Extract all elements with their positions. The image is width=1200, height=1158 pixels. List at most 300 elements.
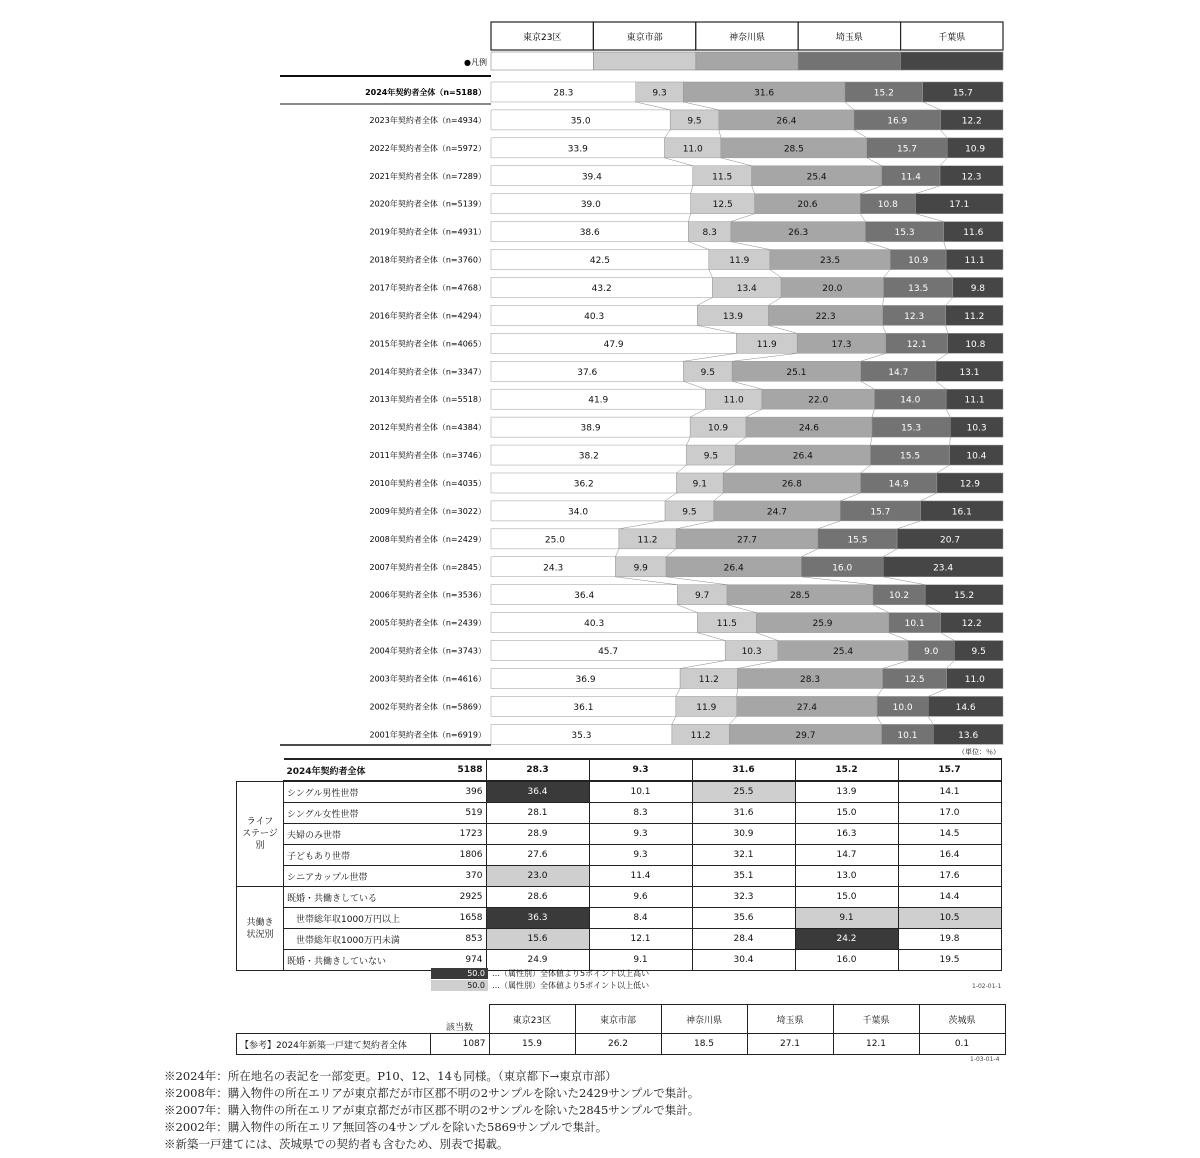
connector-line	[897, 521, 920, 529]
data-label: 37.6	[577, 367, 598, 378]
value-cell: 32.1	[692, 845, 795, 866]
row-count: 1087	[431, 1034, 490, 1055]
blank-cell	[237, 759, 284, 781]
data-label: 10.9	[708, 423, 729, 434]
value-cell: 9.3	[589, 759, 692, 781]
connector-line	[714, 493, 723, 501]
value-cell: 35.1	[692, 866, 795, 887]
connector-line	[925, 605, 940, 613]
value-cell: 15.9	[489, 1034, 575, 1055]
connector-line	[923, 102, 941, 110]
row-count: 370	[430, 866, 487, 887]
data-label: 11.5	[716, 619, 737, 630]
connector-line	[697, 633, 725, 641]
data-label: 12.3	[904, 311, 925, 322]
legend-swatch	[798, 52, 900, 70]
value-cell: 12.1	[589, 929, 692, 950]
row-label: 2007年契約者全体（n=2845）	[369, 562, 486, 572]
data-label: 38.9	[580, 423, 601, 434]
data-label: 9.5	[687, 116, 702, 127]
connector-line	[872, 409, 875, 417]
data-label: 16.1	[951, 507, 972, 518]
connector-line	[666, 549, 676, 557]
connector-line	[683, 102, 719, 110]
data-label: 12.5	[712, 200, 733, 211]
data-label: 8.3	[702, 228, 717, 239]
row-label: 夫婦のみ世帯	[284, 824, 430, 845]
data-label: 10.0	[892, 702, 913, 713]
connector-line	[936, 381, 946, 389]
data-label: 15.7	[952, 88, 973, 99]
data-label: 13.9	[722, 311, 743, 322]
column-header: 茨城県	[919, 1005, 1005, 1034]
value-cell: 35.6	[692, 908, 795, 929]
data-label: 12.2	[961, 619, 982, 630]
data-label: 12.9	[959, 479, 980, 490]
footnotes	[164, 1068, 699, 1153]
connector-line	[883, 549, 897, 557]
value-cell: 19.8	[898, 929, 1001, 950]
footnote: ※2002年：購入物件の所在エリア無回答の4サンプルを除いた5869サンプルで集計。	[164, 1120, 608, 1134]
data-label: 43.2	[591, 283, 612, 294]
connector-line	[769, 297, 782, 305]
connector-line	[860, 186, 882, 194]
row-label: 2001年契約者全体（n=6919）	[369, 730, 486, 740]
row-label: 2006年契約者全体（n=3536）	[369, 590, 486, 600]
connector-line	[946, 325, 948, 333]
column-header: 千葉県	[833, 1005, 919, 1034]
data-label: 11.9	[729, 256, 750, 267]
data-label: 28.5	[783, 144, 804, 155]
data-label: 11.2	[698, 674, 719, 685]
row-label: 2005年契約者全体（n=2439）	[369, 618, 486, 628]
data-label: 25.4	[833, 647, 854, 658]
data-label: 29.7	[795, 730, 816, 741]
value-cell: 9.3	[589, 845, 692, 866]
value-cell: 28.9	[486, 824, 589, 845]
data-label: 40.3	[584, 311, 605, 322]
value-cell: 15.2	[795, 759, 898, 781]
connector-line	[770, 270, 781, 278]
row-label: 2020年契約者全体（n=5139）	[369, 199, 486, 209]
data-label: 26.4	[792, 451, 813, 462]
data-label: 35.0	[570, 116, 591, 127]
legend-label: ●凡例	[464, 58, 487, 67]
data-label: 11.1	[964, 395, 985, 406]
row-label: 2004年契約者全体（n=3743）	[369, 646, 486, 656]
data-label: 34.0	[568, 507, 589, 518]
data-label: 27.4	[796, 702, 817, 713]
legend-header-label: 埼玉県	[835, 33, 863, 43]
connector-line	[756, 633, 778, 641]
connector-line	[867, 158, 882, 166]
data-label: 25.9	[812, 619, 833, 630]
value-cell: 19.5	[898, 950, 1001, 971]
data-label: 14.7	[888, 367, 909, 378]
connector-line	[687, 437, 691, 445]
data-label: 13.1	[959, 367, 980, 378]
value-cell: 27.6	[486, 845, 589, 866]
data-label: 26.4	[776, 116, 797, 127]
data-label: 36.9	[575, 674, 596, 685]
row-count: 974	[430, 950, 487, 971]
data-label: 10.3	[966, 423, 987, 434]
row-label: 2015年契約者全体（n=4065）	[369, 339, 486, 349]
connector-line	[877, 716, 881, 724]
connector-line	[727, 605, 756, 613]
connector-line	[946, 270, 953, 278]
row-label: 2010年契約者全体（n=4035）	[369, 478, 486, 488]
data-label: 38.6	[579, 228, 600, 239]
value-cell: 10.1	[589, 781, 692, 803]
data-label: 11.4	[900, 172, 921, 183]
data-label: 11.9	[696, 702, 717, 713]
legend-swatch	[593, 52, 695, 70]
value-cell: 25.5	[692, 781, 795, 803]
legend-swatch	[901, 52, 1003, 70]
connector-line	[861, 465, 871, 473]
connector-line	[721, 158, 752, 166]
data-label: 15.5	[847, 535, 868, 546]
value-cell: 17.6	[898, 866, 1001, 887]
value-cell: 9.1	[589, 950, 692, 971]
connector-line	[666, 577, 727, 585]
value-cell: 14.7	[795, 845, 898, 866]
column-header: 埼玉県	[747, 1005, 833, 1034]
data-label: 15.2	[954, 591, 975, 602]
value-cell: 13.9	[795, 781, 898, 803]
connector-line	[873, 605, 889, 613]
data-label: 9.8	[970, 283, 986, 294]
row-label: 2019年契約者全体（n=4931）	[369, 227, 486, 237]
row-count: 519	[430, 803, 487, 824]
data-label: 11.2	[964, 311, 985, 322]
legend-header-label: 千葉県	[938, 33, 966, 43]
value-cell: 14.5	[898, 824, 1001, 845]
connector-line	[723, 465, 735, 473]
row-label: 子どもあり世帯	[284, 845, 430, 866]
table-row	[237, 803, 1002, 824]
row-label: 2017年契約者全体（n=4768）	[369, 283, 486, 293]
data-label: 26.8	[781, 479, 802, 490]
data-label: 11.6	[963, 228, 984, 239]
value-cell: 16.0	[795, 950, 898, 971]
data-label: 14.0	[900, 395, 921, 406]
data-label: 36.2	[573, 479, 594, 490]
value-cell: 18.5	[661, 1034, 747, 1055]
value-cell: 9.3	[589, 824, 692, 845]
table-row	[237, 759, 1002, 781]
value-cell: 36.3	[486, 908, 589, 929]
data-label: 22.3	[815, 311, 836, 322]
value-cell: 31.6	[692, 803, 795, 824]
row-label: 世帯総年収1000万円以上	[284, 908, 430, 929]
value-cell: 32.3	[692, 887, 795, 908]
table-row	[237, 908, 1002, 929]
connector-line	[946, 297, 953, 305]
legend-header-label: 東京23区	[522, 33, 562, 43]
connector-line	[731, 242, 770, 250]
row-count: 2925	[430, 887, 487, 908]
data-label: 9.3	[652, 88, 667, 99]
legend-swatch	[696, 52, 798, 70]
legend-header-label: 神奈川県	[728, 33, 766, 43]
connector-line	[691, 186, 693, 194]
connector-line	[883, 577, 925, 585]
value-cell: 14.4	[898, 887, 1001, 908]
data-label: 9.0	[924, 647, 939, 658]
legend-swatch	[491, 52, 593, 70]
connector-line	[746, 409, 762, 417]
data-label: 36.1	[573, 702, 594, 713]
value-cell: 0.1	[919, 1034, 1005, 1055]
data-label: 9.5	[971, 647, 986, 658]
connector-line	[950, 437, 951, 445]
data-label: 10.3	[741, 647, 762, 658]
connector-line	[665, 158, 693, 166]
data-label: 12.3	[961, 172, 982, 183]
group-label: 共働き 状況別	[237, 887, 284, 971]
value-cell: 15.7	[898, 759, 1001, 781]
row-label: 2016年契約者全体（n=4294）	[369, 311, 486, 321]
data-label: 9.5	[700, 367, 715, 378]
legend-high-swatch: 50.0	[431, 968, 488, 979]
connector-line	[684, 381, 706, 389]
data-label: 47.9	[603, 339, 624, 350]
connector-line	[870, 437, 872, 445]
connector-line	[735, 437, 746, 445]
connector-line	[937, 465, 950, 473]
row-label: 2021年契約者全体（n=7289）	[369, 171, 486, 181]
data-label: 22.0	[808, 395, 829, 406]
data-label: 11.0	[723, 395, 744, 406]
data-label: 42.5	[589, 256, 610, 267]
data-label: 17.3	[831, 339, 852, 350]
value-cell: 36.4	[486, 781, 589, 803]
data-label: 45.7	[598, 647, 619, 658]
data-label: 12.5	[904, 674, 925, 685]
data-label: 9.5	[703, 451, 719, 462]
column-header: 東京23区	[489, 1005, 575, 1034]
data-label: 13.4	[736, 283, 757, 294]
value-cell: 8.4	[589, 908, 692, 929]
connector-line	[738, 661, 778, 669]
value-cell: 28.6	[486, 887, 589, 908]
value-cell: 30.4	[692, 950, 795, 971]
value-cell: 10.5	[898, 908, 1001, 929]
data-label: 28.3	[800, 674, 821, 685]
table-row	[237, 845, 1002, 866]
data-label: 14.6	[955, 702, 976, 713]
data-label: 9.9	[633, 563, 648, 574]
row-count: 1658	[430, 908, 487, 929]
connector-line	[615, 577, 677, 585]
row-label: 既婚・共働きしている	[284, 887, 430, 908]
data-label: 10.9	[965, 144, 986, 155]
connector-line	[619, 521, 665, 529]
connector-line	[801, 577, 873, 585]
connector-line	[801, 549, 818, 557]
table-header-row	[237, 1005, 1006, 1034]
connector-line	[697, 297, 712, 305]
table-row	[237, 781, 1002, 803]
value-cell: 11.4	[589, 866, 692, 887]
unit-label: （単位：％）	[958, 748, 1000, 756]
data-label: 23.4	[933, 563, 954, 574]
value-cell: 26.2	[575, 1034, 661, 1055]
data-label: 25.0	[544, 535, 565, 546]
row-label: 2024年契約者全体	[284, 759, 430, 781]
connector-line	[672, 716, 676, 724]
table-row	[237, 929, 1002, 950]
data-label: 12.1	[906, 339, 927, 350]
connector-line	[941, 130, 948, 138]
table-row	[237, 1034, 1006, 1055]
data-label: 31.6	[754, 88, 775, 99]
connector-line	[677, 605, 697, 613]
table-code: 1-02-01-1	[972, 983, 1002, 990]
connector-line	[944, 242, 946, 250]
connector-line	[665, 493, 676, 501]
connector-line	[665, 130, 671, 138]
connector-line	[845, 102, 854, 110]
row-label: 2011年契約者全体（n=3746）	[369, 451, 486, 461]
data-label: 39.0	[580, 200, 601, 211]
data-label: 24.6	[798, 423, 819, 434]
row-label: 世帯総年収1000万円未満	[284, 929, 430, 950]
data-label: 15.5	[900, 451, 921, 462]
connector-line	[769, 325, 798, 333]
legend-high-text: …（属性別）全体値より5ポイント以上高い	[492, 969, 650, 978]
data-label: 11.1	[964, 256, 985, 267]
connector-line	[676, 521, 714, 529]
data-label: 11.2	[637, 535, 658, 546]
connector-line	[865, 242, 890, 250]
connector-line	[709, 270, 713, 278]
data-label: 16.9	[887, 116, 908, 127]
row-count: 1723	[430, 824, 487, 845]
data-label: 15.2	[873, 88, 894, 99]
data-label: 16.0	[832, 563, 853, 574]
connector-line	[697, 325, 736, 333]
data-label: 13.5	[908, 283, 929, 294]
value-cell: 28.1	[486, 803, 589, 824]
data-label: 41.9	[588, 395, 609, 406]
value-cell: 16.3	[795, 824, 898, 845]
value-cell: 15.0	[795, 803, 898, 824]
value-cell: 15.0	[795, 887, 898, 908]
legend-low-text: …（属性別）全体値より5ポイント以上低い	[492, 981, 650, 990]
value-cell: 17.0	[898, 803, 1001, 824]
data-label: 40.3	[584, 619, 605, 630]
attribute-table	[236, 758, 1002, 971]
connector-line	[889, 633, 908, 641]
data-label: 20.7	[940, 535, 961, 546]
value-cell: 28.3	[486, 759, 589, 781]
connector-line	[884, 270, 891, 278]
value-cell: 9.1	[795, 908, 898, 929]
data-label: 13.6	[958, 730, 979, 741]
data-label: 9.5	[682, 507, 697, 518]
connector-line	[840, 493, 860, 501]
connector-line	[883, 661, 909, 669]
group-label: ライフ ステージ 別	[237, 781, 284, 887]
footnote: ※2024年：所在地名の表記を一部変更。P10、12、14も同様。（東京都下→東京市部）	[164, 1069, 617, 1083]
blank-cell	[237, 1005, 431, 1034]
row-label: 2013年契約者全体（n=5518）	[369, 395, 486, 405]
row-label: 2023年契約者全体（n=4934）	[369, 115, 486, 125]
value-cell: 23.0	[486, 866, 589, 887]
connector-line	[883, 297, 884, 305]
row-label: シングル男性世帯	[284, 781, 430, 803]
row-label: 2022年契約者全体（n=5972）	[369, 143, 486, 153]
row-label: 【参考】2024年新築一戸建て契約者全体	[237, 1034, 431, 1055]
data-label: 11.9	[756, 339, 777, 350]
data-label: 24.3	[543, 563, 564, 574]
connector-line	[752, 186, 755, 194]
data-label: 35.3	[571, 730, 592, 741]
legend-header-label: 東京市部	[626, 33, 663, 43]
reference-table	[236, 1004, 1006, 1055]
connector-line	[732, 353, 797, 361]
column-header: 神奈川県	[661, 1005, 747, 1034]
row-label: シングル女性世帯	[284, 803, 430, 824]
value-cell: 8.3	[589, 803, 692, 824]
connector-line	[731, 214, 755, 222]
data-label: 20.6	[797, 200, 818, 211]
table-row	[237, 824, 1002, 845]
value-cell: 15.6	[486, 929, 589, 950]
connector-line	[676, 688, 680, 696]
data-label: 10.8	[965, 339, 986, 350]
data-label: 10.2	[889, 591, 910, 602]
connector-line	[690, 409, 705, 417]
table-row	[237, 866, 1002, 887]
connector-line	[729, 716, 736, 724]
value-cell: 13.0	[795, 866, 898, 887]
connector-line	[936, 353, 948, 361]
value-cell: 12.1	[833, 1034, 919, 1055]
data-label: 15.7	[896, 144, 918, 155]
value-cell: 27.1	[747, 1034, 833, 1055]
data-label: 15.7	[870, 507, 891, 518]
value-cell: 30.9	[692, 824, 795, 845]
data-label: 17.1	[949, 200, 970, 211]
data-label: 39.4	[581, 172, 602, 183]
connector-line	[854, 130, 867, 138]
data-label: 11.2	[690, 730, 711, 741]
connector-line	[915, 214, 943, 222]
legend-low-swatch: 50.0	[431, 980, 488, 991]
connector-line	[684, 353, 737, 361]
data-label: 9.7	[695, 591, 710, 602]
reference-code: 1-03-01-4	[970, 1056, 1000, 1063]
data-label: 10.9	[908, 256, 929, 267]
row-label: 2003年契約者全体（n=4616）	[369, 674, 486, 684]
column-header: 東京市部	[575, 1005, 661, 1034]
row-label: 2002年契約者全体（n=5869）	[369, 702, 486, 712]
connector-line	[915, 186, 940, 194]
data-label: 10.4	[966, 451, 987, 462]
row-count: 5188	[430, 759, 487, 781]
data-label: 15.3	[901, 423, 922, 434]
row-label: 既婚・共働きしていない	[284, 950, 430, 971]
row-count: 1806	[430, 845, 487, 866]
data-label: 25.4	[806, 172, 827, 183]
data-label: 11.5	[712, 172, 733, 183]
connector-line	[941, 633, 955, 641]
connector-line	[928, 716, 933, 724]
